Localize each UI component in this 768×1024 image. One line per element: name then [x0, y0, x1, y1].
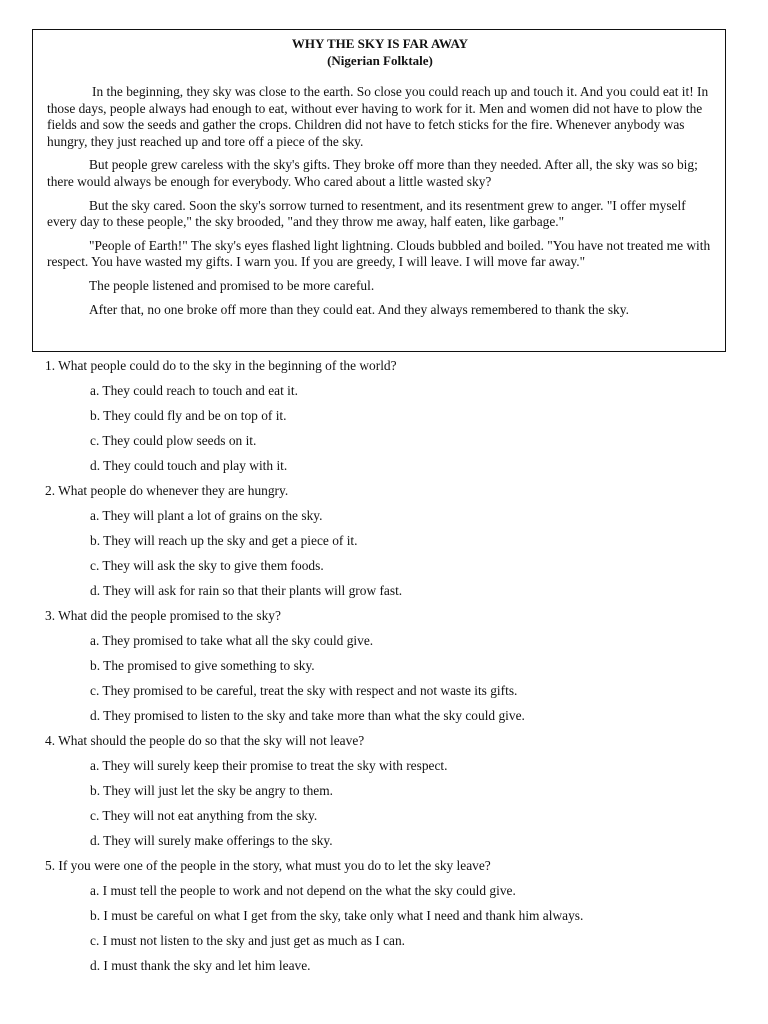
- answer-option: c. They promised to be careful, treat the sky with respect and not waste its gifts.: [90, 683, 518, 698]
- question-block: [45, 606, 745, 726]
- answer-option: b. The promised to give something to sky.: [90, 658, 315, 673]
- story-paragraph: But people grew careless with the sky's gifts. They broke off more than they needed. After all, the sky was so big; there would always be enough for everybody. Who cared about a little wasted sky?: [47, 157, 698, 189]
- question-block: [45, 481, 745, 601]
- answer-option: d. They will surely make offerings to the sky.: [90, 833, 333, 848]
- answer-option: c. They will not eat anything from the sky.: [90, 808, 318, 823]
- answer-option: c. They could plow seeds on it.: [90, 433, 257, 448]
- answer-option: b. They could fly and be on top of it.: [90, 408, 287, 423]
- answer-option: b. I must be careful on what I get from the sky, take only what I need and thank him always.: [90, 908, 584, 923]
- story-paragraph: In the beginning, they sky was close to the earth. So close you could reach up and touch it. And you could eat it! In those days, people always had enough to eat, without ever having to work for it. Men and women did not have to plow the fields and sow the seeds and gather the crops. Children did not have to fetch sticks for the fire. Whenever anybody was hungry, they just reached up and tore off a piece of the sky.: [47, 84, 709, 149]
- answer-option: c. They will ask the sky to give them foods.: [90, 558, 324, 573]
- answer-option: d. I must thank the sky and let him leave.: [90, 958, 311, 973]
- answer-option: a. They will surely keep their promise to treat the sky with respect.: [90, 758, 448, 773]
- question-text: 4. What should the people do so that the sky will not leave?: [45, 733, 365, 748]
- story-title: WHY THE SKY IS FAR AWAY: [291, 36, 469, 51]
- question-block: [45, 356, 745, 476]
- story-subtitle: (Nigerian Folktale): [327, 53, 433, 68]
- story-paragraph: "People of Earth!" The sky's eyes flashed light lightning. Clouds bubbled and boiled. "You have not treated me with respect. You have wasted my gifts. I warn you. If you are greedy, I will leave. I will move far away.": [47, 237, 711, 270]
- question-text: 2. What people do whenever they are hungry.: [45, 483, 289, 498]
- story-paragraph: After that, no one broke off more than they could eat. And they always remembered to thank the sky.: [89, 301, 629, 317]
- questions-section: [45, 356, 745, 981]
- answer-option: d. They promised to listen to the sky and take more than what the sky could give.: [90, 708, 525, 723]
- answer-option: a. They promised to take what all the sky could give.: [90, 633, 374, 648]
- answer-option: a. I must tell the people to work and not depend on the what the sky could give.: [90, 883, 516, 898]
- answer-option: d. They will ask for rain so that their plants will grow fast.: [90, 583, 403, 598]
- answer-option: d. They could touch and play with it.: [90, 458, 288, 473]
- story-paragraph: The people listened and promised to be more careful.: [89, 277, 375, 293]
- story-box: [32, 29, 726, 352]
- question-block: [45, 731, 745, 851]
- story-paragraph: But the sky cared. Soon the sky's sorrow turned to resentment, and its resentment grew to anger. "I offer myself every day to these people," the sky brooded, "and they throw me away, half eaten, like garbage.": [47, 197, 686, 230]
- answer-option: a. They could reach to touch and eat it.: [90, 383, 298, 398]
- answer-option: b. They will just let the sky be angry to them.: [90, 783, 333, 798]
- answer-option: a. They will plant a lot of grains on the sky.: [90, 508, 323, 523]
- answer-option: c. I must not listen to the sky and just get as much as I can.: [90, 933, 405, 948]
- question-text: 3. What did the people promised to the sky?: [45, 608, 281, 623]
- question-block: [45, 856, 745, 976]
- answer-option: b. They will reach up the sky and get a piece of it.: [90, 533, 358, 548]
- question-text: 5. If you were one of the people in the story, what must you do to let the sky leave?: [45, 858, 491, 873]
- question-text: 1. What people could do to the sky in the beginning of the world?: [45, 358, 397, 373]
